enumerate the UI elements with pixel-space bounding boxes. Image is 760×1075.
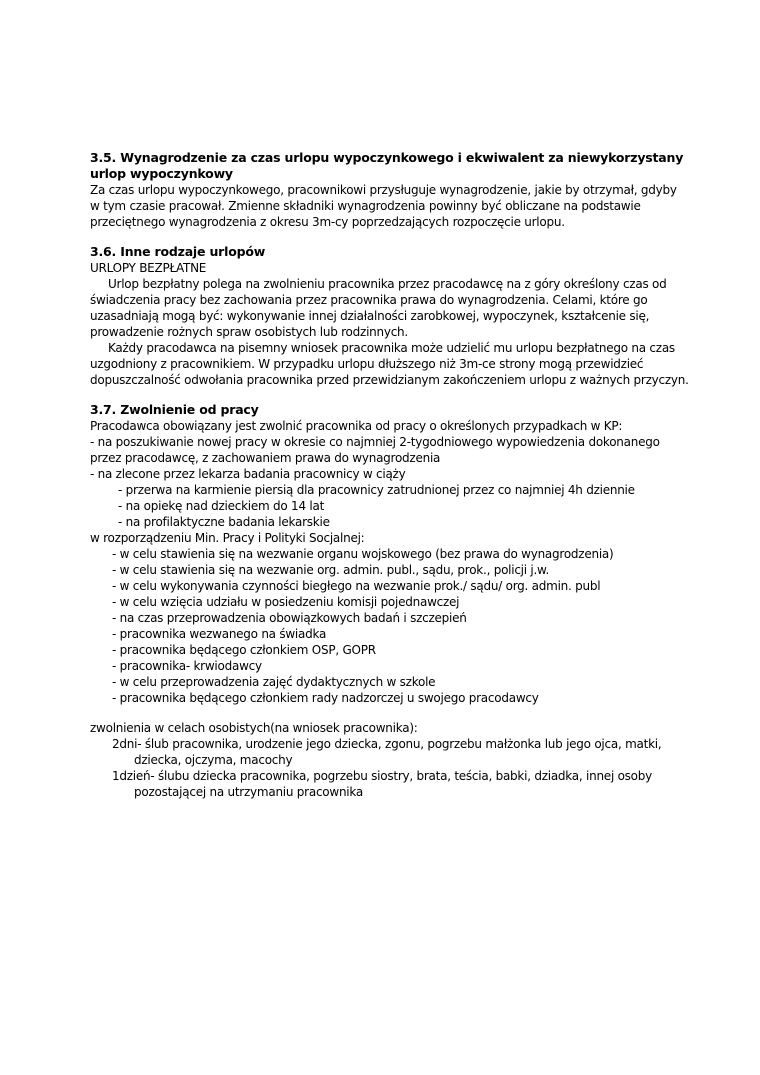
text-line: uzgodniony z pracownikiem. W przypadku urlopu dłuższego niż 3m-ce strony mogą przewidzieć (90, 357, 644, 371)
section-3-5-heading-cont: urlop wypoczynkowy (90, 166, 233, 181)
text-line: dopuszczalność odwołania pracownika przed przewidzianym zakończeniem urlopu z ważnych przyczyn. (90, 373, 689, 387)
text-line: uzasadniają mogą być: wykonywanie innej działalności zarobkowej, wypoczynek, kształcenie się, (90, 309, 650, 323)
list-item-cont: dziecka, ojczyma, macochy (134, 753, 293, 767)
list-item: - w celu stawienia się na wezwanie organu wojskowego (bez prawa do wynagrodzenia) (112, 547, 614, 561)
text-line: w tym czasie pracował. Zmienne składniki wynagrodzenia powinny być obliczane na podstawie (90, 199, 641, 213)
list-item: - na opiekę nad dzieckiem do 14 lat (118, 499, 325, 513)
list-item: - pracownika będącego członkiem OSP, GOPR (112, 643, 376, 657)
list-item: - na profilaktyczne badania lekarskie (118, 515, 330, 529)
list-item-cont: pozostającej na utrzymaniu pracownika (134, 785, 363, 799)
list-item: - pracownika wezwanego na świadka (112, 627, 327, 641)
section-3-6-heading: 3.6. Inne rodzaje urlopów (90, 244, 266, 259)
list-item-cont: przez pracodawcę, z zachowaniem prawa do wynagrodzenia (90, 451, 441, 465)
subheading: URLOPY BEZPŁATNE (90, 261, 207, 275)
list-item: - na zlecone przez lekarza badania pracownicy w ciąży (90, 467, 406, 481)
list-item: - w celu wykonywania czynności biegłego na wezwanie prok./ sądu/ org. admin. publ (112, 579, 601, 593)
text-line: w rozporządzeniu Min. Pracy i Polityki Socjalnej: (90, 531, 365, 545)
list-item: - przerwa na karmienie piersią dla pracownicy zatrudnionej przez co najmniej 4h dziennie (118, 483, 635, 497)
list-item: - pracownika- krwiodawcy (112, 659, 262, 673)
list-item: - na czas przeprowadzenia obowiązkowych badań i szczepień (112, 611, 467, 625)
section-3-5-heading: 3.5. Wynagrodzenie za czas urlopu wypoczynkowego i ekwiwalent za niewykorzystany (90, 150, 684, 165)
text-line: przeciętnego wynagrodzenia z okresu 3m-cy poprzedzających rozpoczęcie urlopu. (90, 215, 565, 229)
list-item: - pracownika będącego członkiem rady nadzorczej u swojego pracodawcy (112, 691, 539, 705)
list-item: - w celu wzięcia udziału w posiedzeniu komisji pojednawczej (112, 595, 460, 609)
text-line: Urlop bezpłatny polega na zwolnieniu pracownika przez pracodawcę na z góry określony czas od (108, 277, 667, 291)
list-item: 2dni- ślub pracownika, urodzenie jego dziecka, zgonu, pogrzebu małżonka lub jego ojca, matki, (112, 737, 662, 751)
document-body (90, 150, 690, 800)
section-3-7-heading: 3.7. Zwolnienie od pracy (90, 402, 259, 417)
text-line: Za czas urlopu wypoczynkowego, pracownikowi przysługuje wynagrodzenie, jakie by otrzymał, gdyby (90, 183, 677, 197)
list-item: - w celu przeprowadzenia zajęć dydaktycznych w szkole (112, 675, 436, 689)
text-line: zwolnienia w celach osobistych(na wniosek pracownika): (90, 721, 418, 735)
text-line: Każdy pracodawca na pisemny wniosek pracownika może udzielić mu urlopu bezpłatnego na czas (108, 341, 675, 355)
list-item: - na poszukiwanie nowej pracy w okresie co najmniej 2-tygodniowego wypowiedzenia dokonanego (90, 435, 660, 449)
list-item: - w celu stawienia się na wezwanie org. admin. publ., sądu, prok., policji j.w. (112, 563, 550, 577)
text-line: świadczenia pracy bez zachowania przez pracownika prawa do wynagrodzenia. Celami, które go (90, 293, 648, 307)
text-line: prowadzenie rożnych spraw osobistych lub rodzinnych. (90, 325, 408, 339)
list-item: 1dzień- ślubu dziecka pracownika, pogrzebu siostry, brata, teścia, babki, dziadka, innej osoby (112, 769, 652, 783)
text-line: Pracodawca obowiązany jest zwolnić pracownika od pracy o określonych przypadkach w KP: (90, 419, 623, 433)
